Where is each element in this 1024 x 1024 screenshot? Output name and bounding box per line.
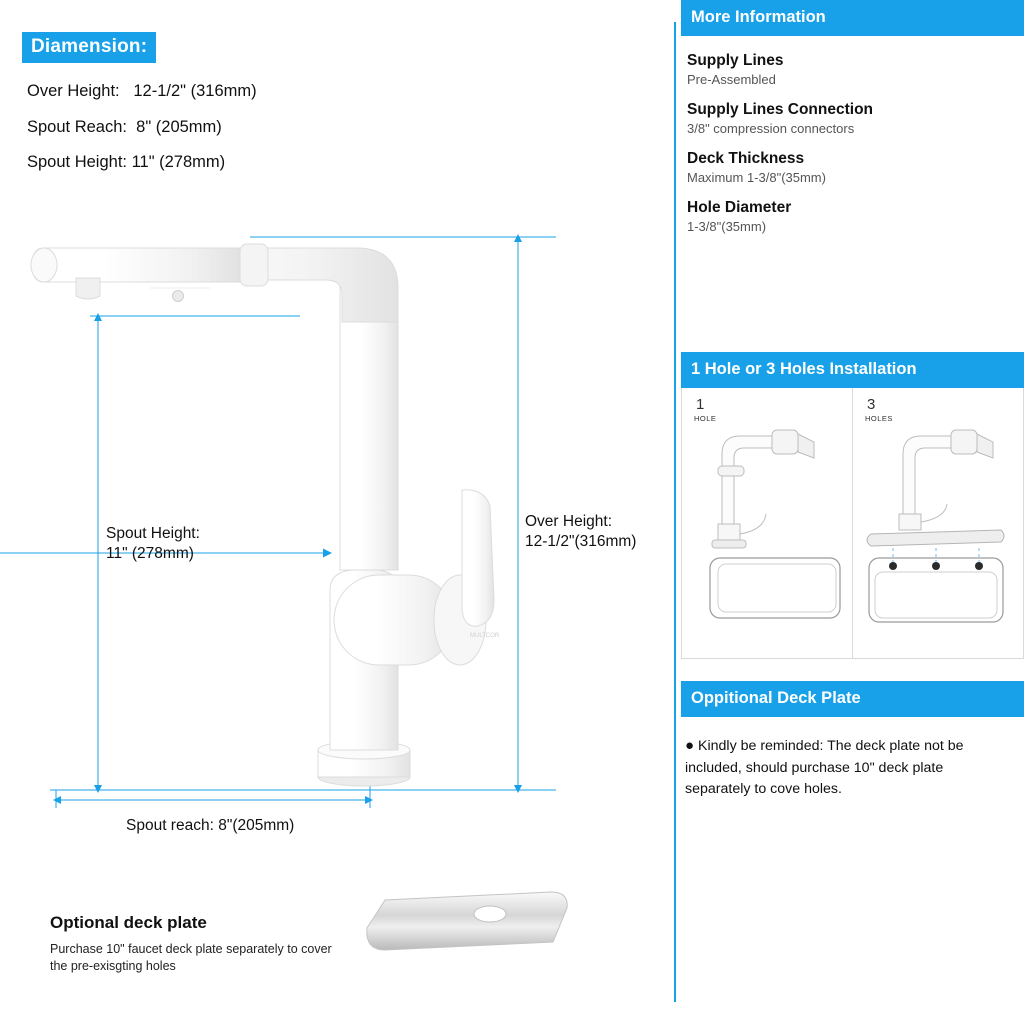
deck-plate-header: Oppitional Deck Plate bbox=[681, 681, 1024, 717]
dimension-line-spout-reach: Spout Reach: 8" (205mm) bbox=[27, 118, 222, 136]
over-height-callout-line2: 12-1/2"(316mm) bbox=[525, 533, 637, 551]
spout-height-callout bbox=[106, 524, 200, 564]
spec-item bbox=[687, 101, 1024, 136]
installation-illustrations bbox=[681, 388, 1024, 659]
dimension-line-over-height: Over Height: 12-1/2" (316mm) bbox=[27, 82, 257, 100]
hole-count-number: 3 bbox=[867, 396, 876, 413]
spec-name: Supply Lines bbox=[687, 52, 784, 69]
over-height-callout bbox=[525, 512, 636, 552]
bullet-icon: ● bbox=[685, 737, 695, 754]
spout-height-callout-line1: Spout Height: bbox=[106, 525, 200, 542]
brand-mark: MULTCOR bbox=[470, 633, 500, 639]
spacer bbox=[681, 234, 1024, 352]
one-hole-faucet-icon bbox=[682, 406, 852, 656]
spec-list bbox=[681, 36, 1024, 234]
spacer bbox=[681, 659, 1024, 681]
optional-deck-plate-title: Optional deck plate bbox=[50, 913, 207, 932]
page-title: Diamension: bbox=[22, 32, 156, 63]
deck-plate-note-text: Kindly be reminded: The deck plate not be included, should purchase 10" deck plate separately to cove holes. bbox=[685, 738, 964, 797]
dimension-line-spout-height: Spout Height: 11" (278mm) bbox=[27, 153, 226, 171]
faucet-diagram bbox=[0, 170, 668, 1000]
installation-header: 1 Hole or 3 Holes Installation bbox=[681, 352, 1024, 388]
over-height-callout-line1: Over Height: bbox=[525, 513, 613, 530]
spec-item bbox=[687, 150, 1024, 185]
hole-count-label: HOLES bbox=[865, 414, 893, 423]
panel-divider bbox=[674, 22, 676, 1002]
spout-reach-callout: Spout reach: 8"(205mm) bbox=[126, 817, 295, 834]
spec-name: Hole Diameter bbox=[687, 199, 792, 216]
deck-plate-illustration bbox=[355, 880, 655, 970]
spec-name: Supply Lines Connection bbox=[687, 101, 874, 118]
hole-count-number: 1 bbox=[696, 396, 705, 413]
more-information-header: More Information bbox=[681, 0, 1024, 36]
install-option-3-holes bbox=[852, 388, 1023, 658]
info-panel bbox=[681, 0, 1024, 1024]
spec-value: Pre-Assembled bbox=[687, 72, 776, 87]
spec-value: 3/8" compression connectors bbox=[687, 121, 855, 136]
hole-count-label: HOLE bbox=[694, 414, 717, 423]
install-option-1-hole bbox=[682, 388, 852, 658]
spec-item bbox=[687, 52, 1024, 87]
spec-value: Maximum 1-3/8"(35mm) bbox=[687, 170, 826, 185]
optional-deck-plate-subtitle: Purchase 10" faucet deck plate separately to cover the pre-exisgting holes bbox=[50, 942, 332, 973]
deck-plate-note bbox=[681, 717, 1024, 800]
spec-item bbox=[687, 199, 1024, 234]
spec-name: Deck Thickness bbox=[687, 150, 805, 167]
spout-height-callout-line2: 11" (278mm) bbox=[106, 545, 194, 563]
three-hole-faucet-icon bbox=[853, 406, 1023, 656]
spec-value: 1-3/8"(35mm) bbox=[687, 219, 767, 234]
